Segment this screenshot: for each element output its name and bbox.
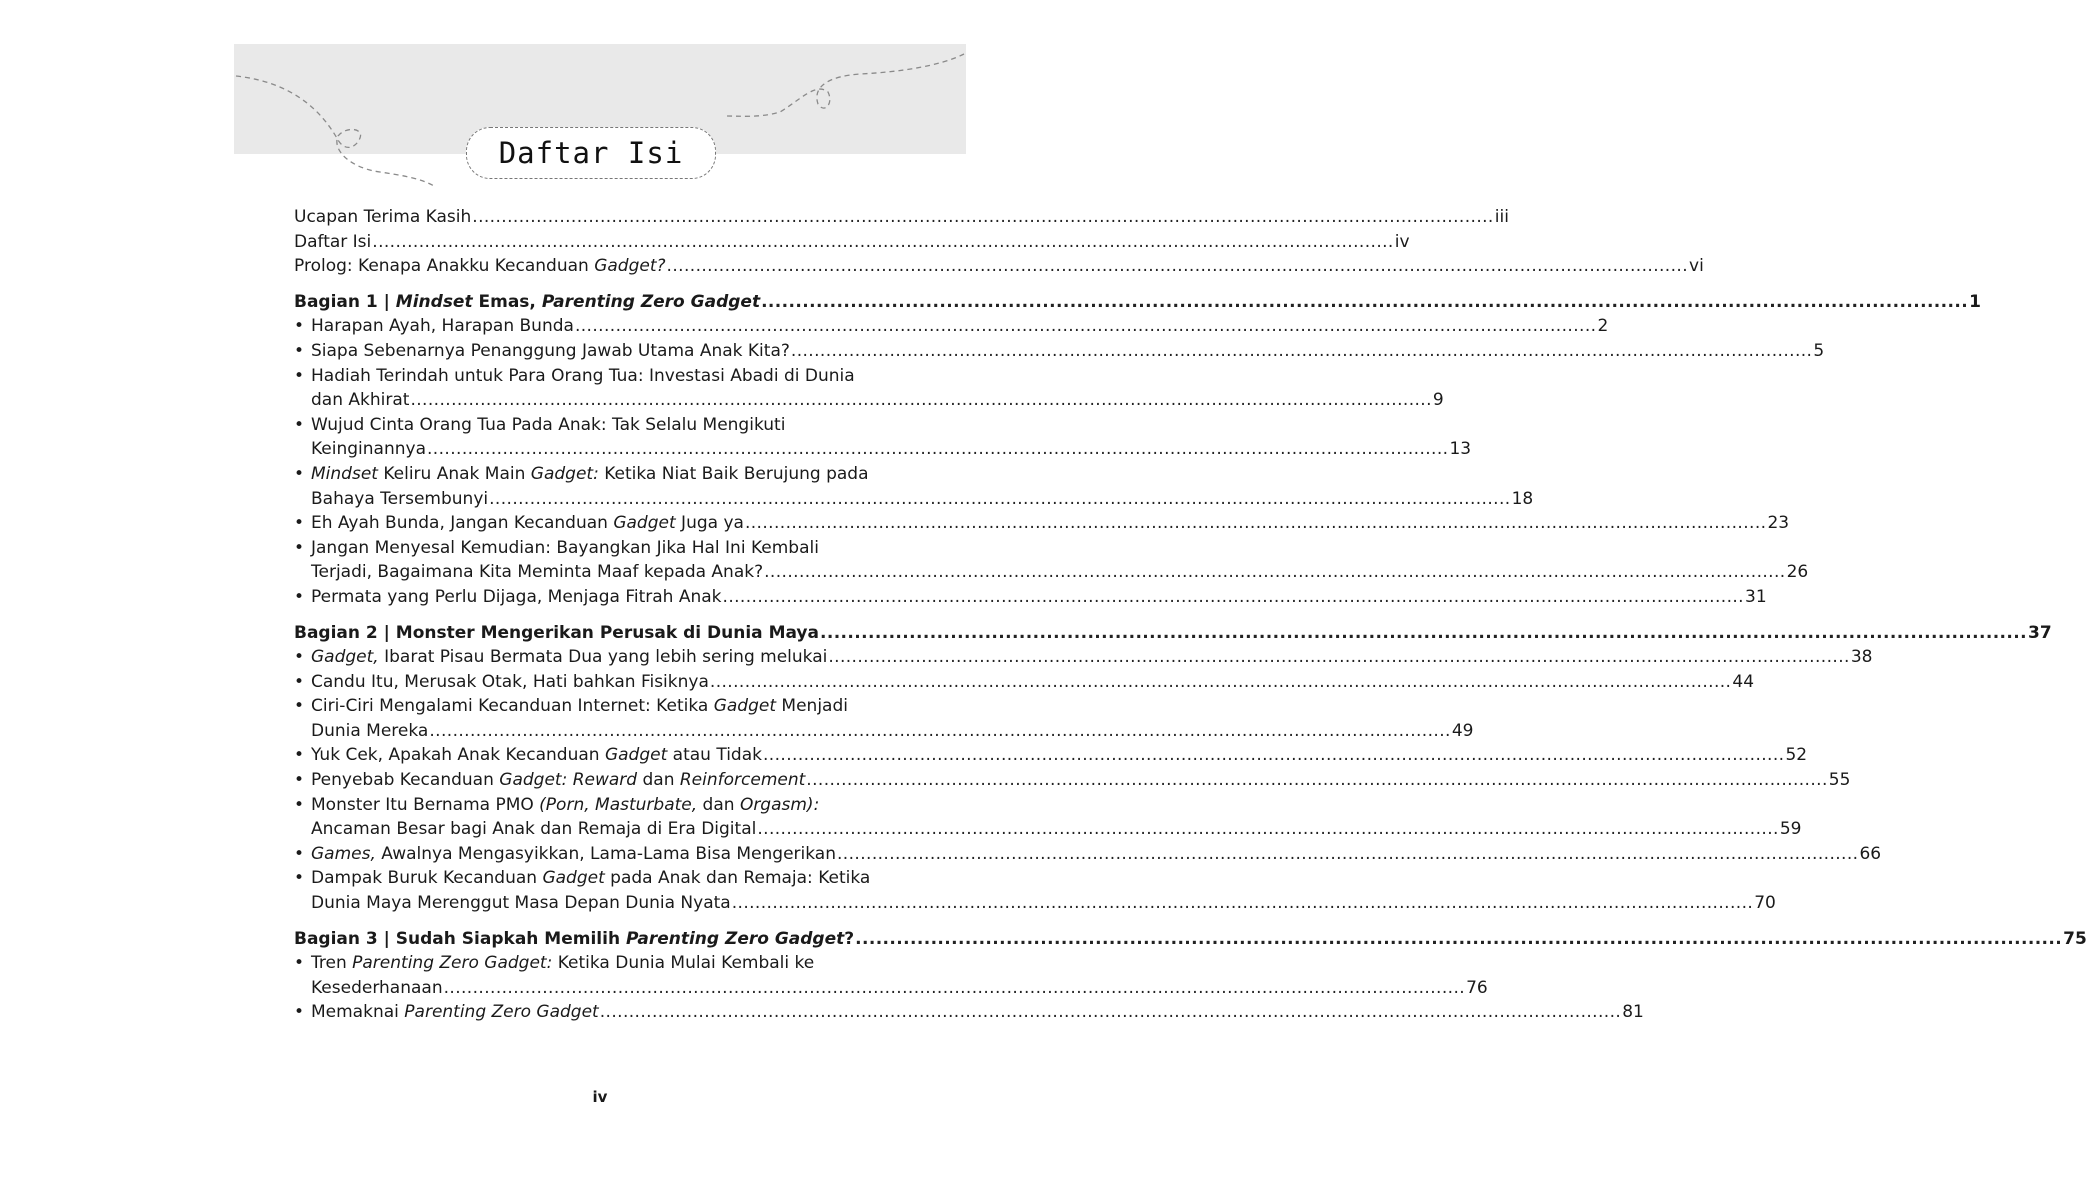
toc-part-3-heading[interactable] xyxy=(294,927,2087,952)
toc-item[interactable]: • Gadget, Ibarat Pisau Bermata Dua yang lebih sering melukai ..... 38 xyxy=(294,645,888,670)
toc-label: Prolog: Kenapa Anakku Kecanduan Gadget? xyxy=(294,256,666,277)
toc-label: Bagian 1 | Mindset Emas, Parenting Zero Gadget xyxy=(294,291,761,312)
toc-item[interactable]: • Siapa Sebenarnya Penanggung Jawab Utama Anak Kita? ..... 5 xyxy=(294,339,888,364)
toc-item[interactable]: • Memaknai Parenting Zero Gadget ..... 81 xyxy=(294,1000,888,1025)
leader-dots xyxy=(820,621,2027,646)
toc-label: Daftar Isi xyxy=(294,231,372,252)
toc-page: iii xyxy=(1494,207,1509,227)
toc-item[interactable]: • Games, Awalnya Mengasyikkan, Lama-Lama Bisa Mengerikan ..... 66 xyxy=(294,842,888,867)
leader-dots xyxy=(667,254,1688,279)
title-box xyxy=(466,127,716,179)
toc-item[interactable]: • Wujud Cinta Orang Tua Pada Anak: Tak Selalu Mengikuti Keinginannya ..... 13 xyxy=(294,413,888,462)
toc-item[interactable]: • Hadiah Terindah untuk Para Orang Tua: Investasi Abadi di Dunia dan Akhirat ..... 9 xyxy=(294,364,888,413)
toc-item[interactable]: • Ciri-Ciri Mengalami Kecanduan Internet: Ketika Gadget Menjadi Dunia Mereka ..... 49 xyxy=(294,694,888,743)
toc-page: 75 xyxy=(2063,928,2087,949)
toc-item[interactable]: • Yuk Cek, Apakah Anak Kecanduan Gadget atau Tidak ..... 52 xyxy=(294,743,888,768)
toc-item[interactable]: • Eh Ayah Bunda, Jangan Kecanduan Gadget Juga ya ..... 23 xyxy=(294,511,888,536)
table-of-contents xyxy=(294,205,2087,1025)
toc-front-prolog[interactable] xyxy=(294,254,1704,279)
toc-label: Bagian 3 | Sudah Siapkah Memilih Parenting Zero Gadget? xyxy=(294,928,855,949)
toc-page: vi xyxy=(1689,256,1704,277)
toc-item[interactable]: • Tren Parenting Zero Gadget: Ketika Dunia Mulai Kembali ke Kesederhanaan ..... 76 xyxy=(294,951,888,1000)
toc-page: 1 xyxy=(1969,291,1981,312)
toc-page: iv xyxy=(1394,231,1410,252)
toc-item[interactable]: • Dampak Buruk Kecanduan Gadget pada Anak dan Remaja: Ketika Dunia Maya Merenggut Masa Depan Dunia Nyata ..... 70 xyxy=(294,866,888,915)
toc-page: 37 xyxy=(2028,622,2052,643)
leader-dots xyxy=(761,290,1968,315)
toc-item[interactable]: • Permata yang Perlu Dijaga, Menjaga Fitrah Anak ..... 31 xyxy=(294,585,888,610)
toc-label: Ucapan Terima Kasih xyxy=(294,207,472,227)
toc-item[interactable]: • Jangan Menyesal Kemudian: Bayangkan Jika Hal Ini Kembali Terjadi, Bagaimana Kita Meminta Maaf kepada Anak? ..... 26 xyxy=(294,536,888,585)
toc-item[interactable]: • Mindset Keliru Anak Main Gadget: Ketika Niat Baik Berujung pada Bahaya Tersembunyi ..... 18 xyxy=(294,462,888,511)
toc-item[interactable]: • Penyebab Kecanduan Gadget: Reward dan Reinforcement ..... 55 xyxy=(294,768,888,793)
leader-dots xyxy=(372,230,1393,255)
toc-item[interactable]: • Harapan Ayah, Harapan Bunda ..... 2 xyxy=(294,314,888,339)
toc-front-ucapan[interactable] xyxy=(294,205,1509,230)
toc-part-1-heading[interactable] xyxy=(294,290,1981,315)
leader-dots xyxy=(472,205,1493,230)
leader-dots xyxy=(855,927,2062,952)
page-number: iv xyxy=(592,1088,608,1106)
toc-label: Bagian 2 | Monster Mengerikan Perusak di Dunia Maya xyxy=(294,622,819,643)
toc-front-daftar-isi[interactable] xyxy=(294,230,1410,255)
toc-part-2-heading[interactable] xyxy=(294,621,2052,646)
toc-item[interactable]: • Candu Itu, Merusak Otak, Hati bahkan Fisiknya ..... 44 xyxy=(294,670,888,695)
toc-item[interactable]: • Monster Itu Bernama PMO (Porn, Masturbate, dan Orgasm): Ancaman Besar bagi Anak dan Remaja di Era Digital ..... 59 xyxy=(294,793,888,842)
page-title: Daftar Isi xyxy=(498,136,684,170)
